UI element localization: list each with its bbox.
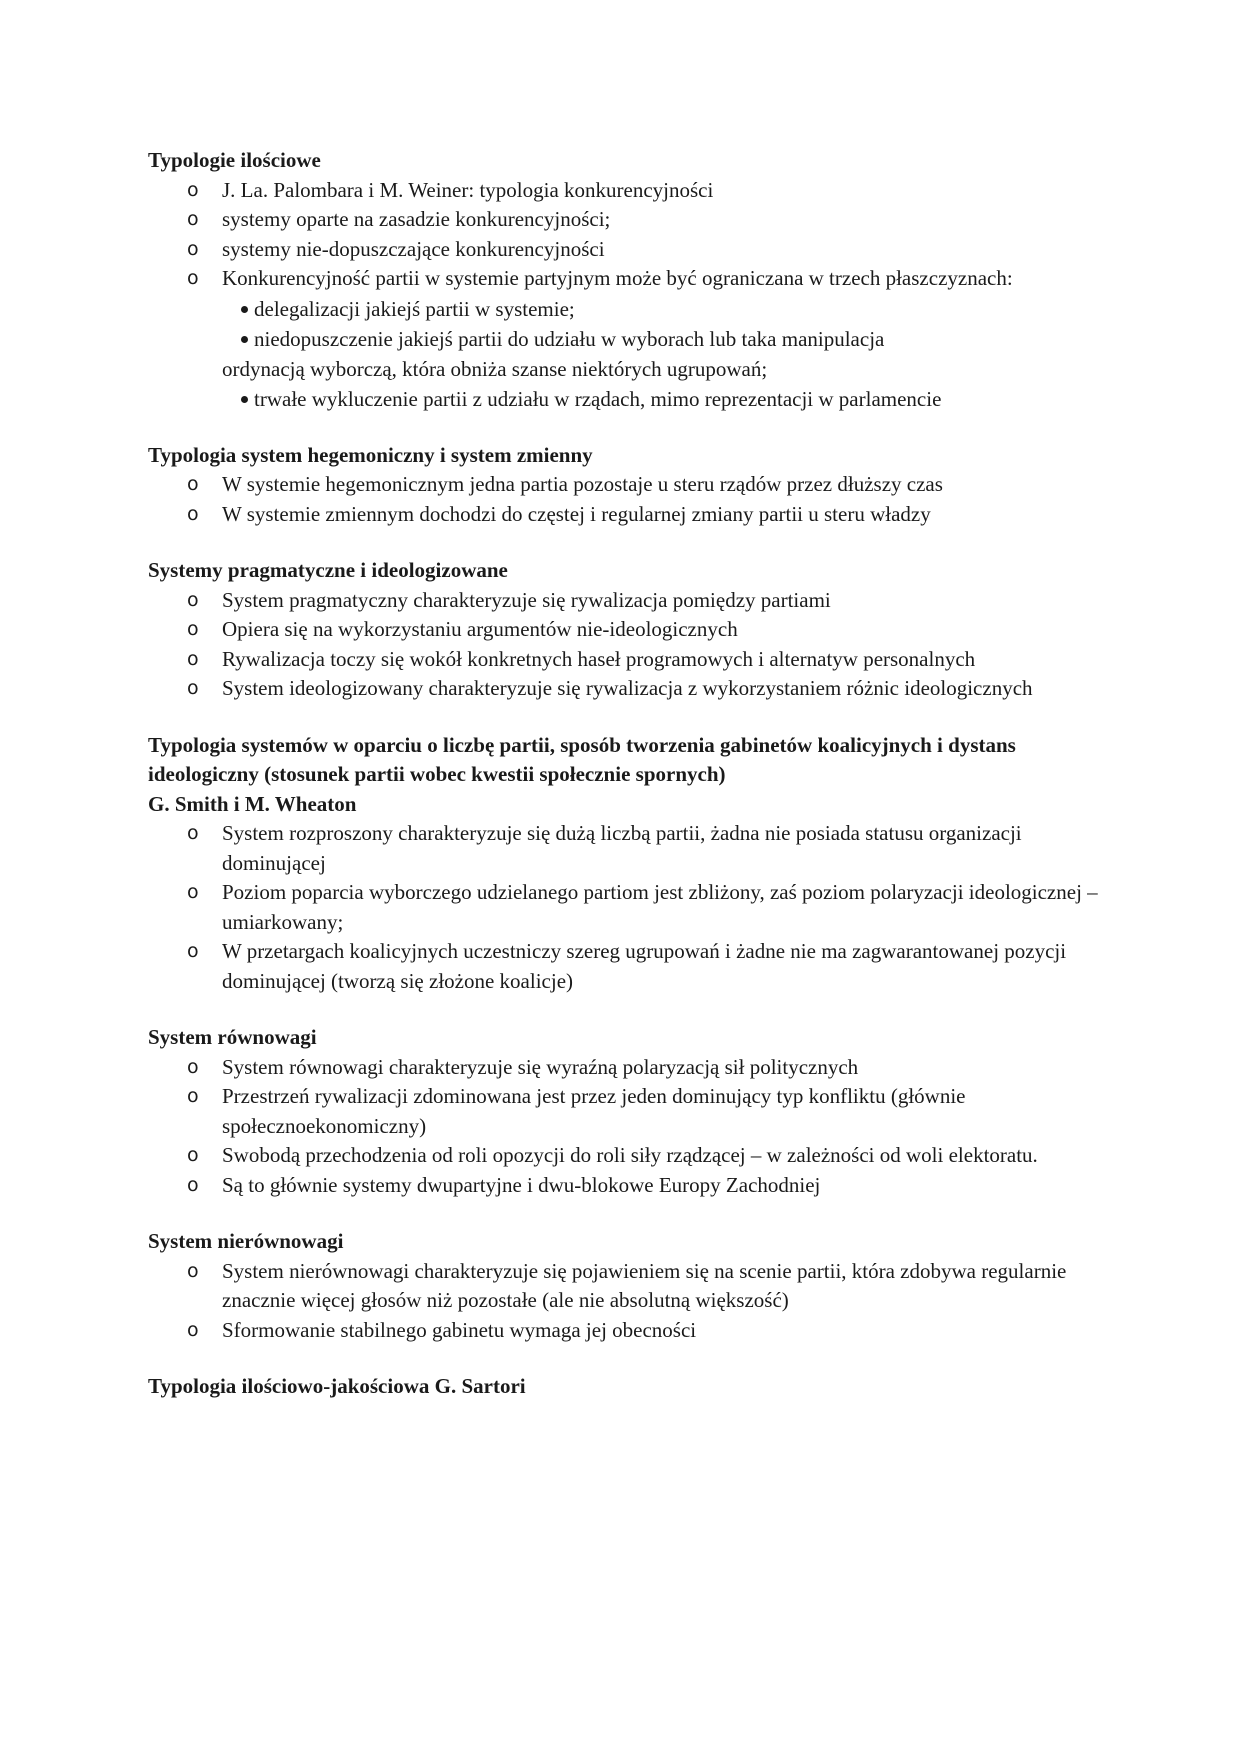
- circle-bullet-icon: o: [187, 647, 199, 670]
- section-heading: Typologia system hegemoniczny i system zmienny: [148, 442, 593, 467]
- list-item: o Sformowanie stabilnego gabinetu wymaga jej obecności: [148, 1316, 1098, 1346]
- circle-bullet-icon: o: [187, 1318, 199, 1341]
- list-item: o Są to głównie systemy dwupartyjne i dwu-blokowe Europy Zachodniej: [148, 1171, 1098, 1201]
- section-pragmatyczne-ideologizowane: [148, 556, 1098, 704]
- sub-bullet-list: [148, 294, 1098, 414]
- sub-list-item: niedopuszczenie jakiejś partii do udziału w wyborach lub taka manipulacja ordynacją wyborczą, która obniża szanse niektórych ugrupowań;: [222, 326, 885, 381]
- circle-bullet-icon: o: [187, 1173, 199, 1196]
- disc-bullet-icon: [241, 396, 248, 403]
- section-heading: Typologia systemów w oparciu o liczbę partii, sposób tworzenia gabinetów koalicyjnych i dystans ideologiczny (stosunek partii wobec kwestii społecznie spornych): [148, 732, 1016, 786]
- list-item: o Rywalizacja toczy się wokół konkretnych haseł programowych i alternatyw personalnych: [148, 645, 1098, 675]
- circle-bullet-icon: o: [187, 237, 199, 260]
- list-item: o System ideologizowany charakteryzuje się rywalizacja z wykorzystaniem różnic ideologicznych: [148, 674, 1098, 704]
- circle-bullet-icon: o: [187, 940, 199, 962]
- list-item: o W systemie hegemonicznym jedna partia pozostaje u steru rządów przez dłuższy czas: [148, 470, 1098, 500]
- bullet-list: [148, 470, 1098, 529]
- section-system-rownowagi: [148, 1023, 1098, 1200]
- section-hegemoniczny-zmienny: [148, 441, 1098, 530]
- circle-bullet-icon: o: [187, 822, 199, 844]
- bullet-list: [148, 586, 1098, 704]
- section-liczba-partii: [148, 731, 1098, 997]
- list-item: o System nierównowagi charakteryzuje się pojawieniem się na scenie partii, która zdobywa regularnie znacznie więcej głosów niż pozostałe (ale nie absolutną większość): [187, 1258, 1067, 1312]
- list-item: o systemy nie-dopuszczające konkurencyjności: [148, 235, 1098, 265]
- list-item: o System równowagi charakteryzuje się wyraźną polaryzacją sił politycznych: [148, 1053, 1098, 1083]
- list-item: o System pragmatyczny charakteryzuje się rywalizacja pomiędzy partiami: [148, 586, 1098, 616]
- list-item: o Przestrzeń rywalizacji zdominowana jest przez jeden dominujący typ konfliktu (głównie społecznoekonomiczny): [187, 1084, 966, 1138]
- section-system-nierownowagi: [148, 1227, 1098, 1345]
- list-item: o Poziom poparcia wyborczego udzielanego partiom jest zbliżony, zaś poziom polaryzacji ideologicznej – umiarkowany;: [187, 880, 1098, 934]
- circle-bullet-icon: o: [187, 618, 199, 640]
- list-item: o W systemie zmiennym dochodzi do częstej i regularnej zmiany partii u steru władzy: [148, 500, 1098, 530]
- bullet-list: [148, 176, 1098, 294]
- circle-bullet-icon: o: [187, 677, 199, 699]
- section-sartori: [148, 1372, 1098, 1402]
- sub-list-item: delegalizacji jakiejś partii w systemie;: [148, 294, 1098, 324]
- circle-bullet-icon: o: [187, 502, 199, 525]
- list-item: o System rozproszony charakteryzuje się dużą liczbą partii, żadna nie posiada statusu organizacji dominującej: [187, 821, 1022, 875]
- circle-bullet-icon: o: [187, 1259, 199, 1282]
- section-heading: System równowagi: [148, 1025, 317, 1049]
- circle-bullet-icon: o: [187, 473, 199, 495]
- circle-bullet-icon: o: [187, 1085, 199, 1107]
- circle-bullet-icon: o: [187, 267, 199, 289]
- bullet-list: [148, 819, 1098, 996]
- list-item: o Opiera się na wykorzystaniu argumentów nie-ideologicznych: [148, 615, 1098, 645]
- circle-bullet-icon: o: [187, 208, 199, 230]
- bullet-list: [148, 1257, 1098, 1346]
- list-item: o Konkurencyjność partii w systemie partyjnym może być ograniczana w trzech płaszczyznach:: [148, 264, 1098, 294]
- list-item: o systemy oparte na zasadzie konkurencyjności;: [148, 205, 1098, 235]
- list-item: o W przetargach koalicyjnych uczestniczy szereg ugrupowań i żadne nie ma zagwarantowanej pozycji dominującej (tworzą się złożone koalicje): [187, 939, 1067, 993]
- circle-bullet-icon: o: [187, 1055, 199, 1078]
- list-item: o J. La. Palombara i M. Weiner: typologia konkurencyjności: [148, 176, 1098, 206]
- circle-bullet-icon: o: [187, 881, 199, 903]
- section-heading: System nierównowagi: [148, 1229, 344, 1253]
- section-heading: Typologia ilościowo-jakościowa G. Sartori: [148, 1374, 526, 1398]
- section-heading: Typologie ilościowe: [148, 148, 321, 172]
- circle-bullet-icon: o: [187, 1144, 199, 1166]
- list-item: o Swobodą przechodzenia od roli opozycji do roli siły rządzącej – w zależności od woli elektoratu.: [148, 1141, 1098, 1171]
- section-subheading: G. Smith i M. Wheaton: [148, 791, 357, 816]
- disc-bullet-icon: [241, 306, 248, 313]
- circle-bullet-icon: o: [187, 588, 199, 611]
- section-typologie-ilosciowe: [148, 146, 1098, 414]
- disc-bullet-icon: [241, 336, 248, 343]
- bullet-list: [148, 1053, 1098, 1201]
- sub-list-item: trwałe wykluczenie partii z udziału w rządach, mimo reprezentacji w parlamencie: [148, 384, 1098, 414]
- document-page: [148, 146, 1098, 1429]
- circle-bullet-icon: o: [187, 178, 199, 201]
- section-heading: Systemy pragmatyczne i ideologizowane: [148, 558, 508, 582]
